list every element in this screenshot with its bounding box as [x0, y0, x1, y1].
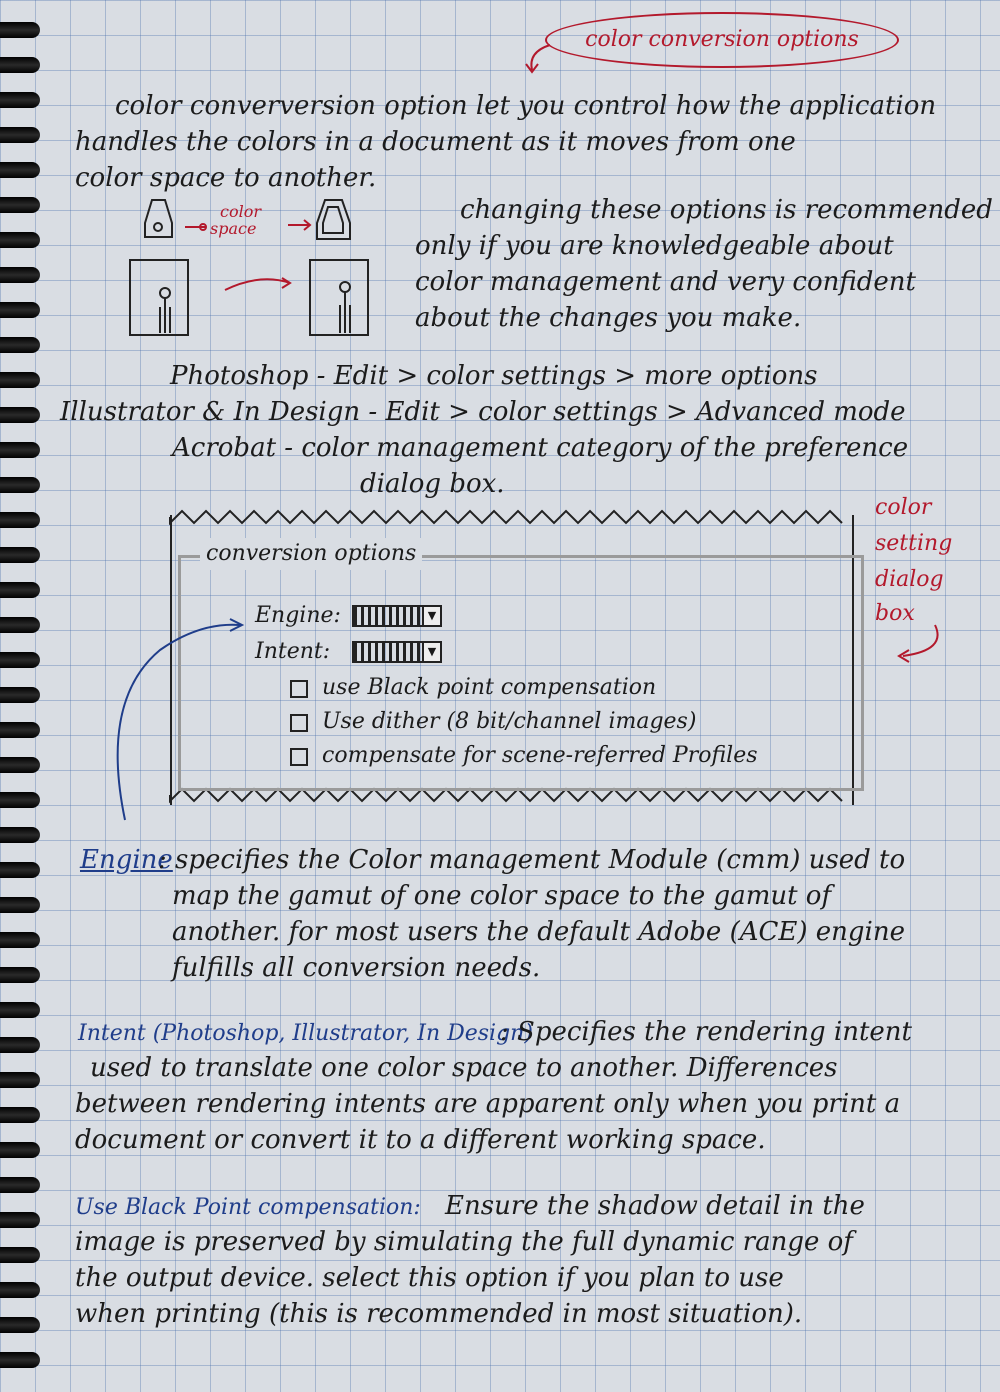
dither-checkbox[interactable] [290, 714, 308, 732]
intent-def-3: between rendering intents are apparent only when you print a [75, 1089, 901, 1119]
binding-ring [0, 92, 40, 108]
engine-dropdown[interactable] [352, 605, 442, 627]
binding-ring [0, 792, 40, 808]
side-note-2: setting [875, 531, 953, 556]
sketch-label-color: color [220, 202, 261, 221]
intent-def-4: document or convert it to a different working space. [75, 1125, 766, 1155]
title-pointer-arrow [520, 40, 560, 80]
bpc-checkbox[interactable] [290, 680, 308, 698]
binding-ring [0, 1317, 40, 1333]
note-line-2: only if you are knowledgeable about [415, 231, 894, 261]
binding-ring [0, 57, 40, 73]
chevron-down-icon: ▼ [422, 607, 440, 625]
engine-label: Engine: [255, 603, 341, 628]
binding-ring [0, 722, 40, 738]
binding-ring [0, 862, 40, 878]
sketch-label-space: space [210, 219, 257, 238]
binding-ring [0, 232, 40, 248]
intent-def-2: used to translate one color space to another. Differences [90, 1053, 838, 1083]
binding-ring [0, 1107, 40, 1123]
door-figure-left [130, 260, 188, 335]
intent-term: Intent (Photoshop, Illustrator, In Design) [78, 1021, 533, 1046]
binding-ring [0, 442, 40, 458]
page-title: color conversion options [585, 27, 859, 52]
binding-ring [0, 827, 40, 843]
side-note-arrow [885, 620, 955, 670]
binding-ring [0, 932, 40, 948]
binding-ring [0, 1072, 40, 1088]
engine-def-2: map the gamut of one color space to the gamut of [172, 881, 832, 911]
dither-label: Use dither (8 bit/channel images) [322, 709, 697, 734]
side-note-4: box [875, 601, 915, 626]
door-figure-right [310, 260, 368, 335]
binding-ring [0, 617, 40, 633]
binding-ring [0, 897, 40, 913]
intro-line-3: color space to another. [75, 163, 377, 193]
binding-ring [0, 1247, 40, 1263]
note-line-3: color management and very confident [415, 267, 916, 297]
bpc-def-4: when printing (this is recommended in most situation). [75, 1299, 803, 1329]
bpc-def-1: Ensure the shadow detail in the [445, 1191, 865, 1221]
note-line-4: about the changes you make. [415, 303, 802, 333]
engine-def-3: another. for most users the default Adobe (ACE) engine [172, 917, 905, 947]
binding-ring [0, 162, 40, 178]
side-note-1: color [875, 495, 932, 520]
binding-ring [0, 1352, 40, 1368]
binding-ring [0, 967, 40, 983]
binding-ring [0, 1037, 40, 1053]
scene-referred-label: compensate for scene-referred Profiles [322, 743, 758, 768]
binding-ring [0, 1002, 40, 1018]
intro-line-1: color converversion option let you control how the application [115, 91, 937, 121]
intro-line-2: handles the colors in a document as it moves from one [75, 127, 796, 157]
engine-def-4: fulfills all conversion needs. [172, 953, 541, 983]
binding-ring [0, 127, 40, 143]
binding-ring [0, 512, 40, 528]
binding-ring [0, 582, 40, 598]
binding-ring [0, 22, 40, 38]
path-photoshop: Photoshop - Edit > color settings > more options [170, 361, 818, 391]
intent-label: Intent: [255, 639, 331, 664]
scene-referred-checkbox[interactable] [290, 748, 308, 766]
intent-dropdown[interactable] [352, 641, 442, 663]
binding-ring [0, 477, 40, 493]
binding-ring [0, 1212, 40, 1228]
binding-ring [0, 372, 40, 388]
title-bubble [545, 12, 899, 68]
binding-ring [0, 547, 40, 563]
binding-ring [0, 757, 40, 773]
binding-ring [0, 197, 40, 213]
printer-icon [145, 200, 172, 237]
path-acrobat: Acrobat - color management category of the preference [172, 433, 909, 463]
intent-def-1: : Specifies the rendering intent [500, 1017, 913, 1047]
side-note-3: dialog [875, 567, 944, 592]
binding-ring [0, 1282, 40, 1298]
chevron-down-icon: ▼ [422, 643, 440, 661]
note-line-1: changing these options is recommended [460, 195, 993, 225]
bpc-def-2: image is preserved by simulating the full dynamic range of [75, 1227, 853, 1257]
binding-ring [0, 302, 40, 318]
printer-icon-outline [317, 200, 350, 239]
bpc-def-3: the output device. select this option if you plan to use [75, 1263, 784, 1293]
group-label: conversion options [200, 538, 422, 570]
engine-term: Engine [80, 845, 173, 875]
binding-ring [0, 1177, 40, 1193]
binding-ring [0, 1142, 40, 1158]
bpc-term: Use Black Point compensation: [75, 1195, 421, 1220]
engine-connector-arrow [100, 610, 260, 830]
binding-ring [0, 652, 40, 668]
binding-ring [0, 407, 40, 423]
engine-def-1: : specifies the Color management Module (cmm) used to [158, 845, 906, 875]
binding-ring [0, 337, 40, 353]
path-acrobat-cont: dialog box. [360, 469, 505, 499]
bpc-label: use Black point compensation [322, 675, 657, 700]
binding-ring [0, 687, 40, 703]
binding-ring [0, 267, 40, 283]
path-illustrator: Illustrator & In Design - Edit > color settings > Advanced mode [60, 397, 906, 427]
